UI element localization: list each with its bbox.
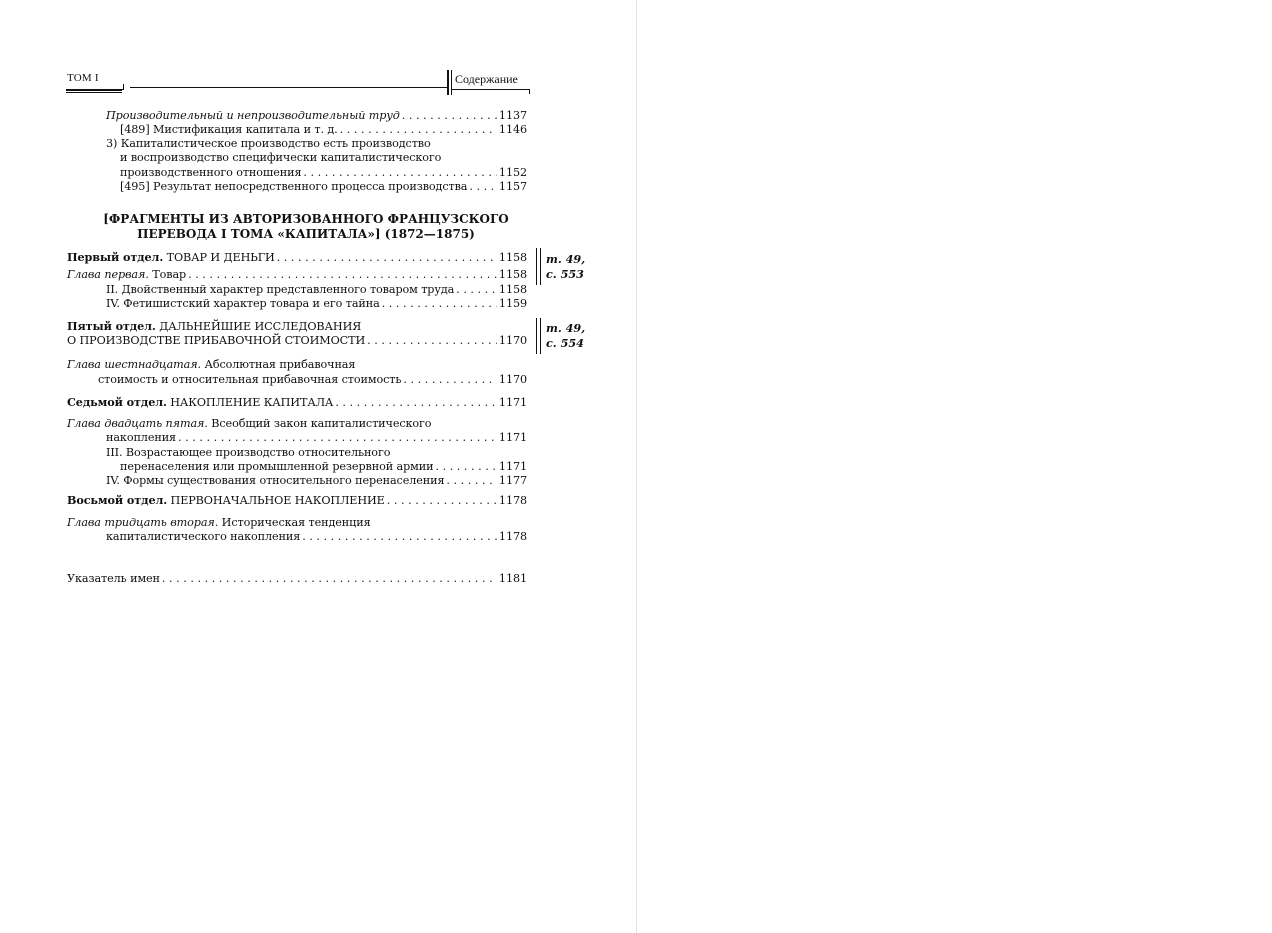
- toc-entry[interactable]: [106, 474, 527, 488]
- toc-leader: [387, 494, 497, 508]
- section-heading-line: [ФРАГМЕНТЫ ИЗ АВТОРИЗОВАННОГО ФРАНЦУЗСКОГО: [103, 212, 509, 226]
- margin-ref-line: т. 49,: [546, 321, 586, 335]
- toc-entry-page: 1137: [498, 109, 527, 122]
- toc-entry-page: 1170: [498, 334, 527, 347]
- toc-leader: [469, 180, 497, 194]
- toc-entry-title-line: и воспроизводство специфически капиталистического: [120, 151, 442, 164]
- toc-leader: [456, 283, 497, 297]
- header-rule-left: [66, 89, 122, 91]
- toc-chapter-entry[interactable]: [67, 268, 527, 282]
- section-heading: [80, 212, 532, 242]
- part-title: ПЕРВОНАЧАЛЬНОЕ НАКОПЛЕНИЕ: [170, 494, 385, 507]
- chapter-title: Историческая тенденция: [221, 516, 371, 529]
- right-page-blank: [637, 0, 1272, 933]
- toc-leader: [162, 572, 497, 586]
- toc-leader: [403, 373, 497, 387]
- toc-entry-title: IV. Формы существования относительного перенаселения: [106, 474, 445, 487]
- toc-entry-title: производственного отношения: [120, 166, 302, 179]
- margin-ref-line: с. 553: [546, 267, 584, 281]
- toc-index-entry[interactable]: [67, 572, 527, 586]
- margin-ref-line: с. 554: [546, 336, 584, 350]
- toc-entry-page: 1178: [498, 530, 527, 543]
- toc-chapter-entry[interactable]: [67, 516, 371, 530]
- chapter-title: стоимость и относительная прибавочная стоимость: [98, 373, 402, 386]
- toc-entry[interactable]: [120, 180, 527, 194]
- header-rule-hook: [120, 84, 124, 90]
- toc-leader: [446, 474, 497, 488]
- toc-entry-title: [495] Результат непосредственного процесса производства: [120, 180, 468, 193]
- toc-leader: [277, 251, 497, 265]
- toc-entry-page: 1158: [498, 283, 527, 296]
- toc-part-entry[interactable]: [67, 250, 527, 265]
- running-header-volume: ТОМ I: [67, 72, 99, 84]
- part-label: Седьмой отдел.: [67, 395, 167, 409]
- toc-entry[interactable]: [106, 283, 527, 297]
- toc-entry-page: 1152: [498, 166, 527, 179]
- toc-entry-title: [489] Мистификация капитала и т. д.: [120, 123, 338, 136]
- toc-entry-page: 1177: [498, 474, 527, 487]
- toc-chapter-entry[interactable]: [98, 373, 527, 387]
- header-rule-right: [452, 89, 529, 90]
- toc-leader: [435, 460, 496, 474]
- chapter-title: Товар: [152, 268, 187, 281]
- toc-chapter-entry[interactable]: [67, 358, 355, 372]
- toc-entry-page: 1158: [498, 251, 527, 264]
- margin-ref-line: т. 49,: [546, 252, 586, 266]
- chapter-title: капиталистического накопления: [106, 530, 301, 543]
- toc-leader: [303, 166, 497, 180]
- toc-chapter-entry[interactable]: [106, 431, 527, 445]
- chapter-label: Глава двадцать пятая.: [67, 417, 208, 430]
- part-title: О ПРОИЗВОДСТВЕ ПРИБАВОЧНОЙ СТОИМОСТИ: [67, 334, 366, 347]
- toc-entry-title: II. Двойственный характер представленного товаром труда: [106, 283, 455, 296]
- toc-entry-page: 1170: [498, 373, 527, 386]
- chapter-title: Всеобщий закон капиталистического: [211, 417, 432, 430]
- toc-part-entry[interactable]: [67, 334, 527, 348]
- toc-entry-title: перенаселения или промышленной резервной армии: [120, 460, 434, 473]
- toc-leader: [335, 396, 497, 410]
- part-title: ТОВАР И ДЕНЬГИ: [166, 251, 275, 264]
- toc-entry-page: 1157: [498, 180, 527, 193]
- toc-entry-page: 1171: [498, 396, 527, 409]
- toc-leader: [188, 268, 497, 282]
- toc-part-entry[interactable]: [67, 319, 361, 334]
- toc-leader: [302, 530, 497, 544]
- toc-leader: [402, 109, 497, 123]
- toc-entry-page: 1178: [498, 494, 527, 507]
- margin-reference: [546, 321, 585, 351]
- toc-entry[interactable]: [120, 166, 527, 180]
- running-header-section: Содержание: [455, 72, 518, 86]
- toc-entry-title: Производительный и непроизводительный труд: [106, 109, 400, 122]
- margin-ref-bar: [540, 248, 541, 285]
- header-rule-right-end: [527, 89, 530, 94]
- toc-entry-page: 1158: [498, 268, 527, 281]
- toc-chapter-entry[interactable]: [106, 530, 527, 544]
- part-label: Пятый отдел.: [67, 319, 156, 333]
- margin-ref-bar: [536, 318, 537, 354]
- toc-entry-page: 1171: [498, 460, 527, 473]
- toc-leader: [178, 431, 497, 445]
- margin-ref-bar: [536, 248, 537, 285]
- part-label: Восьмой отдел.: [67, 493, 168, 507]
- toc-entry[interactable]: [106, 297, 527, 311]
- toc-entry-page: 1181: [498, 572, 527, 585]
- header-divider-thin: [451, 70, 452, 95]
- toc-entry-page: 1159: [498, 297, 527, 310]
- section-heading-line: ПЕРЕВОДА I ТОМА «КАПИТАЛА»] (1872—1875): [137, 227, 475, 241]
- chapter-label: Глава первая.: [67, 268, 149, 281]
- chapter-label: Глава тридцать вторая.: [67, 516, 219, 529]
- header-rule: [130, 87, 448, 88]
- toc-entry-title-line[interactable]: III. Возрастающее производство относительного: [106, 446, 391, 459]
- margin-ref-bar: [540, 318, 541, 354]
- toc-entry-page: 1171: [498, 431, 527, 444]
- chapter-title: накопления: [106, 431, 177, 444]
- toc-part-entry[interactable]: [67, 493, 527, 508]
- toc-part-entry[interactable]: [67, 395, 527, 410]
- toc-entry[interactable]: [106, 109, 527, 123]
- toc-leader: [382, 297, 497, 311]
- toc-chapter-entry[interactable]: [67, 417, 431, 431]
- part-label: Первый отдел.: [67, 250, 164, 264]
- header-divider-thick: [447, 70, 449, 95]
- toc-entry-page: 1146: [498, 123, 527, 136]
- toc-entry-title: IV. Фетишистский характер товара и его тайна: [106, 297, 380, 310]
- part-title: ДАЛЬНЕЙШИЕ ИССЛЕДОВАНИЯ: [159, 320, 362, 333]
- part-title: НАКОПЛЕНИЕ КАПИТАЛА: [170, 396, 334, 409]
- toc-entry[interactable]: [120, 460, 527, 474]
- chapter-title: Абсолютная прибавочная: [204, 358, 356, 371]
- toc-leader: [340, 123, 497, 137]
- toc-entry-title: Указатель имен: [67, 572, 160, 585]
- toc-entry-title-line[interactable]: 3) Капиталистическое производство есть производство: [106, 137, 431, 150]
- chapter-label: Глава шестнадцатая.: [67, 358, 201, 371]
- header-rule-left-thin: [66, 92, 122, 93]
- toc-entry[interactable]: [120, 123, 527, 137]
- margin-reference: [546, 252, 585, 282]
- toc-leader: [367, 334, 497, 348]
